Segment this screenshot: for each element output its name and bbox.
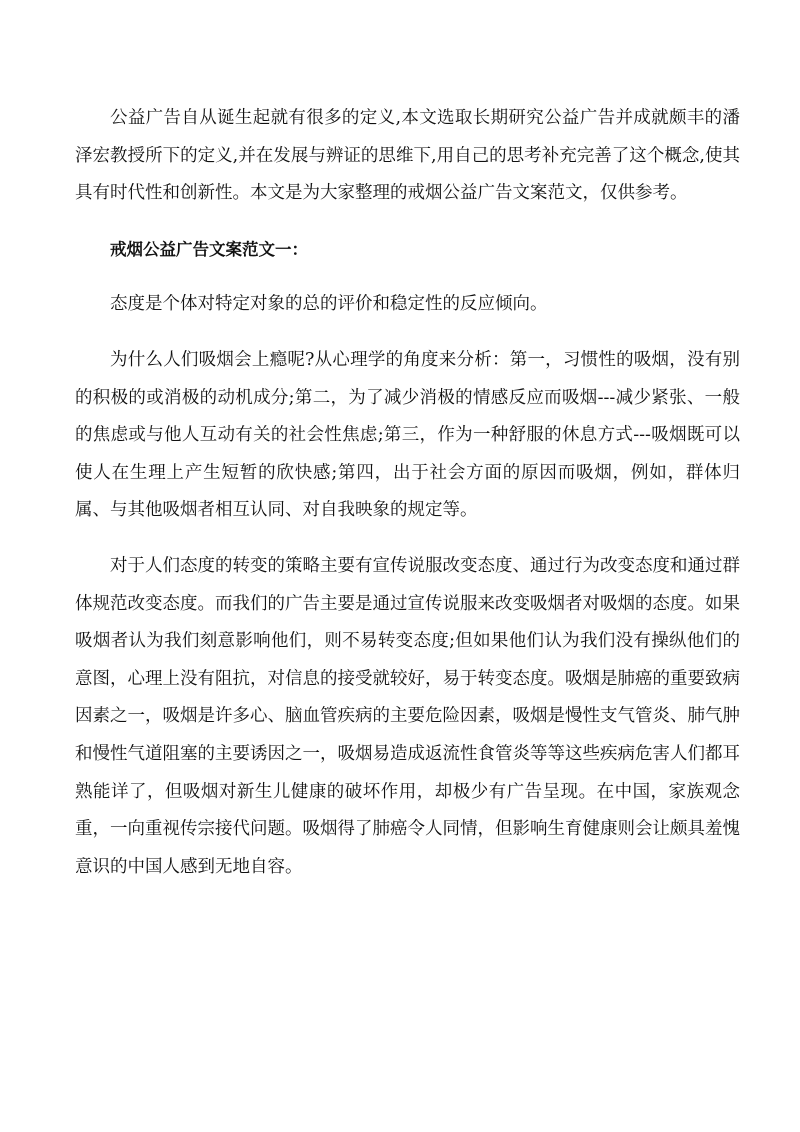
spacer [75, 530, 740, 548]
spacer [75, 268, 740, 286]
body-paragraph-1: 态度是个体对特定对象的总的评价和稳定性的反应倾向。 [110, 294, 548, 315]
intro-paragraph: 公益广告自从诞生起就有很多的定义,本文选取长期研究公益广告并成就颇丰的潘泽宏教授所下的定义,并在发展与辨证的思维下,用自己的思考补充完善了这个概念,使其具有时代性和创新性。本文是为大家整理的戒烟公益广告文案范文，仅供参考。 [75, 108, 740, 204]
body-paragraph-2: 为什么人们吸烟会上瘾呢?从心理学的角度来分析：第一，习惯性的吸烟，没有别的积极的或消极的动机成分;第二，为了减少消极的情感反应而吸烟---减少紧张、一般的焦虑或与他人互动有关的社会性焦虑;第三，作为一种舒服的休息方式---吸烟既可以使人在生理上产生短暂的欣快感;第四，出于社会方面的原因而吸烟，例如，群体归属、与其他吸烟者相互认同、对自我映象的规定等。 [75, 349, 740, 521]
spacer [75, 324, 740, 342]
section-heading: 戒烟公益广告文案范文一： [110, 239, 308, 259]
document-page [75, 100, 740, 886]
body-paragraph-3: 对于人们态度的转变的策略主要有宣传说服改变态度、通过行为改变态度和通过群体规范改变态度。而我们的广告主要是通过宣传说服来改变吸烟者对吸烟的态度。如果吸烟者认为我们刻意影响他们，则不易转变态度;但如果他们认为我们没有操纵他们的意图，心理上没有阻抗，对信息的接受就较好，易于转变态度。吸烟是肺癌的重要致病因素之一，吸烟是许多心、脑血管疾病的主要危险因素，吸烟是慢性支气管炎、肺气肿和慢性气道阻塞的主要诱因之一，吸烟易造成返流性食管炎等等这些疾病危害人们都耳熟能详了，但吸烟对新生儿健康的破坏作用，却极少有广告呈现。在中国，家族观念重，一向重视传宗接代问题。吸烟得了肺癌令人同情，但影响生育健康则会让颇具羞愧意识的中国人感到无地自容。 [75, 555, 740, 877]
spacer [75, 213, 740, 231]
